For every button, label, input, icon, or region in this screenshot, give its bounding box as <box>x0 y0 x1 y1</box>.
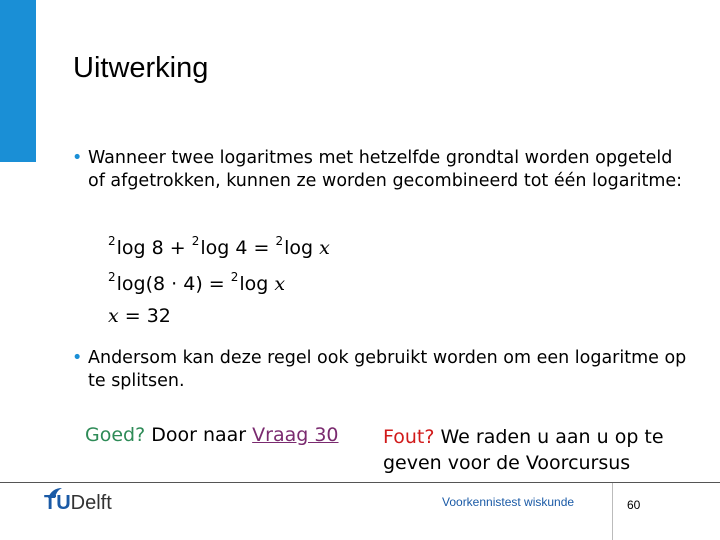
bullet-dot: • <box>72 148 83 168</box>
formula-text: log 8 + <box>116 237 192 259</box>
log-base: 2 <box>275 234 284 248</box>
formula-line-3 <box>108 305 171 327</box>
footer-page-separator <box>612 483 613 540</box>
log-base: 2 <box>230 270 239 284</box>
log-base: 2 <box>108 270 116 284</box>
wrong-text: We raden u aan u op te geven voor de Voorcursus <box>383 426 664 474</box>
formula-line-1 <box>108 234 330 259</box>
correct-navigation <box>85 424 339 446</box>
log-base: 2 <box>108 234 116 248</box>
formula-variable: x <box>108 305 119 327</box>
correct-label: Goed? <box>85 424 146 446</box>
bullet-text: Andersom kan deze regel ook gebruikt worden om een logaritme op te splitsen. <box>88 348 687 391</box>
bullet-combine-logs <box>72 147 692 193</box>
bullet-dot: • <box>72 348 83 368</box>
wrong-navigation <box>383 424 703 476</box>
footer-course-name: Voorkennistest wiskunde <box>442 495 575 509</box>
formula-text: log <box>239 273 275 295</box>
formula-text: log(8 · 4) = <box>116 273 231 295</box>
slide-title: Uitwerking <box>73 52 209 84</box>
formula-text: log <box>284 237 320 259</box>
formula-line-2 <box>108 270 285 295</box>
bullet-text: Wanneer twee logaritmes met hetzelfde grondtal worden opgeteld of afgetrokken, kunnen ze worden gecombineerd tot één logaritme: <box>88 148 683 191</box>
bullet-split-logs <box>72 347 692 393</box>
log-base: 2 <box>191 234 200 248</box>
logo-tu: TU <box>44 492 71 514</box>
formula-variable: x <box>319 237 330 259</box>
next-question-link[interactable]: Vraag 30 <box>252 424 339 446</box>
formula-text: = 32 <box>118 305 171 327</box>
correct-text: Door naar <box>145 424 253 446</box>
wrong-label: Fout? <box>383 426 435 448</box>
logo-delft: Delft <box>70 492 112 514</box>
formula-variable: x <box>274 273 286 295</box>
logo-wordmark <box>44 492 112 515</box>
left-accent-bar <box>0 0 36 162</box>
formula-text: log 4 = <box>200 237 276 259</box>
page-number: 60 <box>627 498 641 512</box>
tu-delft-logo <box>44 488 124 520</box>
